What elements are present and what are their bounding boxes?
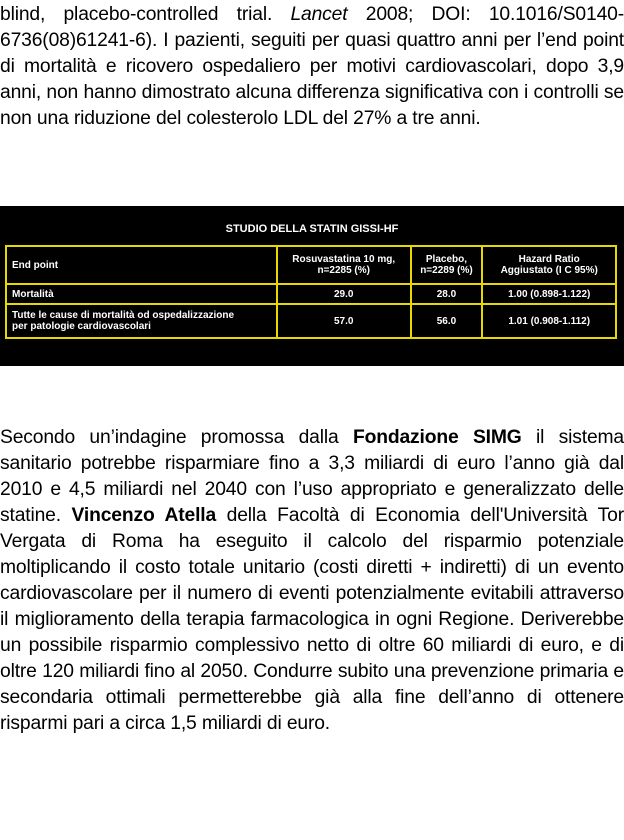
para2-text-b: il sistema sanitario potrebbe risparmiare fino a 3,3 miliardi di euro l’anno già dal 2010 e 4,5 miliardi nel 2040 con l’uso appropriato e generalizzato delle statine. xyxy=(0,427,624,526)
header-endpoint: End point xyxy=(6,246,277,284)
paragraph-savings xyxy=(0,425,624,737)
cell-endpoint: Mortalità xyxy=(6,284,277,304)
header-hazard-ratio: Hazard Ratio Aggiustato (I C 95%) xyxy=(482,246,616,284)
para2-text-c: della Facoltà di Economia dell'Università Tor Vergata di Roma ha eseguito il calcolo del risparmio potenziale moltiplicando il costo totale unitario (costi diretti + indiretti) di un evento cardiovascolare per il numero di eventi potenzialmente evitabili attraverso il miglioramento della terapia farmacologica in ogni Regione. Deriverebbe un possibile risparmio complessivo netto di oltre 60 miliardi di euro, e di oltre 120 miliardi fino al 2050. Condurre subito una prevenzione primaria e secondaria ottimali permetterebbe già alla fine dell’anno di ottenere risparmi pari a circa 1,5 miliardi di euro. xyxy=(0,505,624,734)
table-panel xyxy=(0,206,624,366)
para1-text-b: 2008; DOI: 10.1016/S0140- xyxy=(347,4,624,25)
para1-text-c: 6736(08)61241-6). I pazienti, seguiti per quasi quattro anni per l’end point di mortalità e ricovero ospedaliero per motivi cardiovascolari, dopo 3,9 anni, non hanno dimostrato alcuna differenza significativa con i controlli se non una riduzione del colesterolo LDL del 27% a tre anni. xyxy=(0,30,624,129)
para1-text-a: blind, placebo-controlled trial. xyxy=(0,4,291,25)
cell-placebo: 28.0 xyxy=(411,284,483,304)
cell-endpoint: Tutte le cause di mortalità od ospedalizzazione per patologie cardiovascolari xyxy=(6,304,277,338)
table-row xyxy=(6,284,616,304)
cell-hazard-ratio: 1.01 (0.908-1.112) xyxy=(482,304,616,338)
cell-rosuvastatina: 29.0 xyxy=(277,284,411,304)
person-name: Vincenzo Atella xyxy=(71,505,217,526)
paragraph-trial-results xyxy=(0,2,624,132)
header-rosuvastatina: Rosuvastatina 10 mg, n=2285 (%) xyxy=(277,246,411,284)
table-row xyxy=(6,304,616,338)
table-title: STUDIO DELLA STATIN GISSI-HF xyxy=(225,223,399,235)
cell-placebo: 56.0 xyxy=(411,304,483,338)
table-header-row xyxy=(6,246,616,284)
para2-text-a: Secondo un’indagine promossa dalla xyxy=(0,427,353,448)
organization-name: Fondazione SIMG xyxy=(352,427,522,448)
header-placebo: Placebo, n=2289 (%) xyxy=(411,246,483,284)
cell-rosuvastatina: 57.0 xyxy=(277,304,411,338)
results-table xyxy=(5,245,617,339)
journal-name: Lancet xyxy=(290,4,348,25)
cell-hazard-ratio: 1.00 (0.898-1.122) xyxy=(482,284,616,304)
